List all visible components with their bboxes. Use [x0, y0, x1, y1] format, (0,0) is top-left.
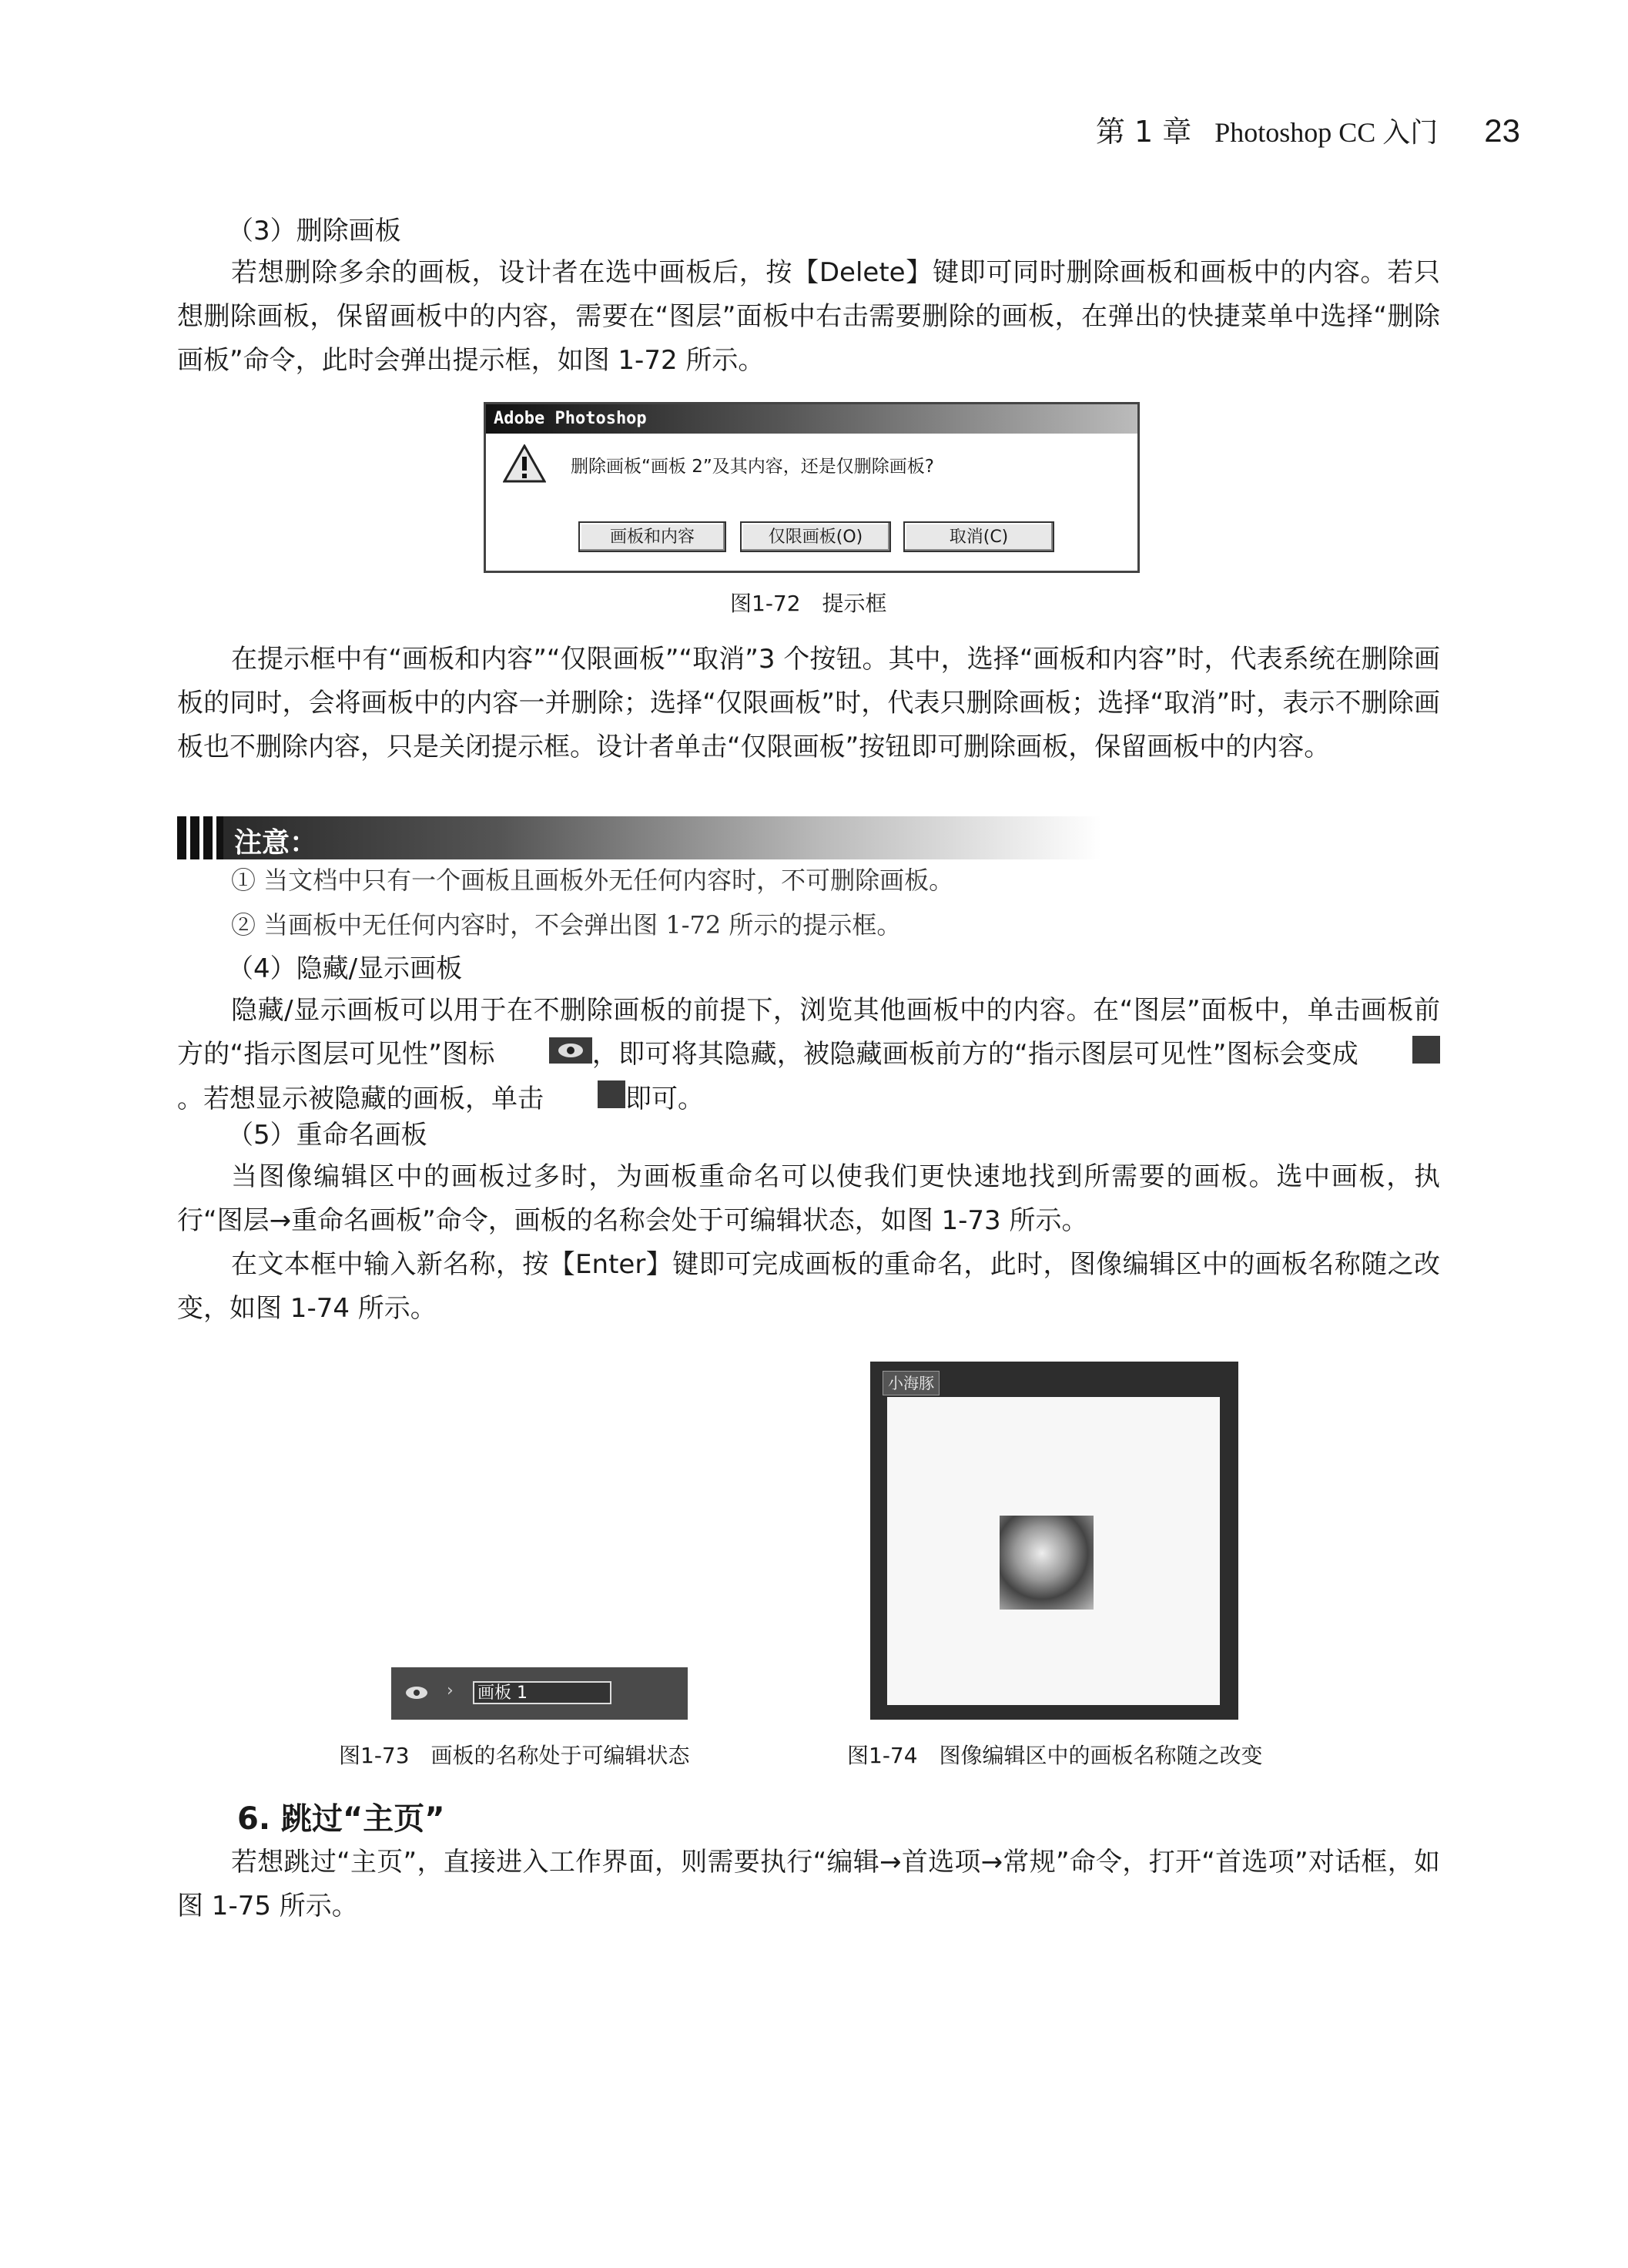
note-item-2: ② 当画板中无任何内容时，不会弹出图 1-72 所示的提示框。	[231, 910, 902, 940]
dolphin-photo	[1000, 1516, 1094, 1610]
layer-rename-screenshot	[391, 1667, 688, 1720]
section-3-paragraph: 若想删除多余的画板，设计者在选中画板后，按【Delete】键即可同时删除画板和画板中的内容。若只想删除画板，保留画板中的内容，需要在“图层”面板中右击需要删除的画板，在弹出的快捷菜单中选择“删除画板”命令，此时会弹出提示框，如图 1-72 所示。	[177, 257, 1440, 376]
button-explanation-paragraph: 在提示框中有“画板和内容”“仅限画板”“取消”3 个按钮。其中，选择“画板和内容”时，代表系统在删除画板的同时，会将画板中的内容一并删除；选择“仅限画板”时，代表只删除画板；选择“取消”时，表示不删除画板也不删除内容，只是关闭提示框。设计者单击“仅限画板”按钮即可删除画板，保留画板中的内容。	[177, 644, 1440, 762]
section-5-paragraph-1: 当图像编辑区中的画板过多时，为画板重命名可以使我们更快速地找到所需要的画板。选中画板，执行“图层→重命名画板”命令，画板的名称会处于可编辑状态，如图 1-73 所示。	[177, 1161, 1440, 1236]
board-only-button[interactable]: 仅限画板(O)	[740, 521, 891, 552]
note-banner	[177, 816, 1101, 859]
chevron-right-icon[interactable]: ›	[447, 1681, 454, 1700]
canvas-screenshot	[870, 1362, 1238, 1720]
chapter-title: Photoshop CC 入门	[1214, 117, 1439, 148]
section-4-text-a: 隐藏/显示画板可以用于在不删除画板的前提下，浏览其他画板中的内容。在“图层”面板中，单击画板前方的“指示图层可见性”图标	[177, 995, 1440, 1070]
note-stripes	[177, 816, 223, 859]
note-label: 注意：	[234, 827, 318, 859]
content-and-board-button[interactable]: 画板和内容	[578, 521, 726, 552]
section-4-text-b: ，即可将其隐藏，被隐藏画板前方的“指示图层可见性”图标会变成	[591, 1039, 1358, 1070]
section-5-paragraph-2: 在文本框中输入新名称，按【Enter】键即可完成画板的重命名，此时，图像编辑区中的画板名称随之改变，如图 1-74 所示。	[177, 1249, 1440, 1324]
warning-icon	[503, 444, 546, 486]
section-6-paragraph: 若想跳过“主页”，直接进入工作界面，则需要执行“编辑→首选项→常规”命令，打开“首选项”对话框，如图 1-75 所示。	[177, 1847, 1440, 1921]
eye-icon[interactable]	[404, 1683, 430, 1706]
alert-dialog	[484, 402, 1140, 573]
page-header	[1096, 108, 1520, 150]
page-number: 23	[1484, 112, 1520, 149]
section-6-heading: 6. 跳过“主页”	[237, 1801, 445, 1837]
chapter-label: 第 1 章	[1095, 115, 1192, 149]
eye-icon	[495, 1033, 592, 1077]
section-4-text-c: 。若想显示被隐藏的画板，单击	[177, 1084, 544, 1114]
cancel-button[interactable]: 取消(C)	[903, 521, 1054, 552]
figure-73-caption: 图1-73 画板的名称处于可编辑状态	[339, 1743, 690, 1768]
hidden-visibility-icon-2	[544, 1078, 625, 1122]
dialog-title: Adobe Photoshop	[486, 404, 1137, 434]
artboard-canvas	[887, 1397, 1220, 1705]
note-item-1: ① 当文档中只有一个画板且画板外无任何内容时，不可删除画板。	[231, 866, 954, 895]
figure-74-caption: 图1-74 图像编辑区中的画板名称随之改变	[847, 1743, 1263, 1768]
dialog-message: 删除画板“画板 2”及其内容，还是仅删除画板?	[571, 457, 934, 477]
figure-72-caption: 图1-72 提示框	[730, 591, 887, 616]
section-5-heading: （5）重命名画板	[227, 1120, 427, 1151]
artboard-name-input[interactable]: 画板 1	[473, 1681, 611, 1704]
hidden-visibility-icon	[1358, 1033, 1440, 1077]
section-4-heading: （4）隐藏/显示画板	[227, 953, 463, 984]
artboard-tab-label[interactable]: 小海豚	[883, 1371, 940, 1395]
section-4-text-d: 即可。	[625, 1084, 704, 1114]
section-4-paragraph	[177, 989, 1440, 1122]
section-3-heading: （3）删除画板	[227, 216, 401, 246]
